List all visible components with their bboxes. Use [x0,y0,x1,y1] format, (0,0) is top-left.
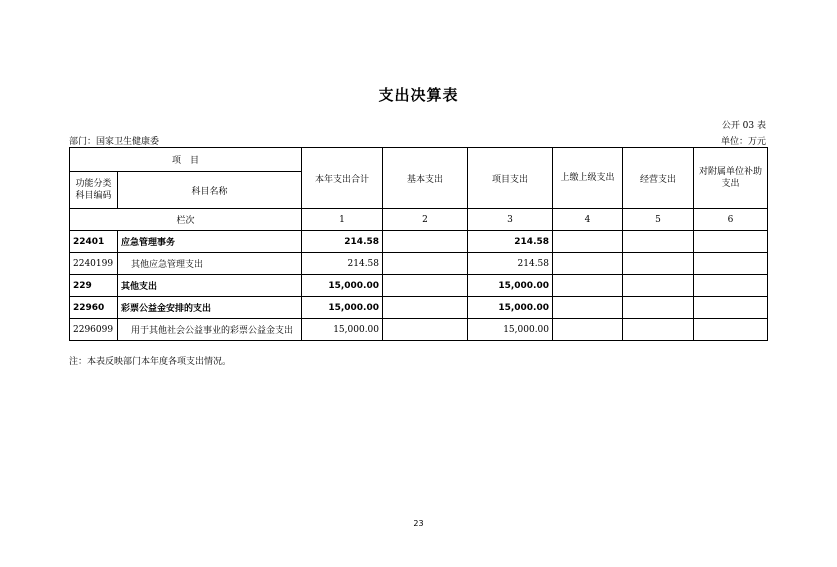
total-cell: 214.58 [302,253,383,275]
row-index-label: 栏次 [70,209,302,231]
table-row [70,231,768,253]
project-cell: 15,000.00 [468,275,553,297]
table-row [70,253,768,275]
business-cell [623,319,694,341]
upper-cell [553,275,623,297]
business-cell [623,275,694,297]
func-code-cell: 2240199 [70,253,118,275]
subsidy-cell [694,231,768,253]
table-row [70,319,768,341]
upper-cell [553,319,623,341]
idx-cell: 2 [383,209,468,231]
expenditure-table [69,147,768,341]
subject-name-cell: 其他应急管理支出 [118,253,302,275]
total-cell: 15,000.00 [302,275,383,297]
table-row [70,275,768,297]
idx-cell: 6 [694,209,768,231]
header-total: 本年支出合计 [302,148,383,209]
header-item: 项 目 [70,148,302,172]
total-cell: 214.58 [302,231,383,253]
header-upper: 上缴上级支出 [553,148,623,209]
business-cell [623,231,694,253]
unit-label: 单位：万元 [720,137,766,147]
project-cell: 15,000.00 [468,319,553,341]
business-cell [623,253,694,275]
header-subject-name: 科目名称 [118,172,302,209]
upper-cell [553,231,623,253]
subject-name-cell: 其他支出 [118,275,302,297]
subsidy-cell [694,275,768,297]
header-subsidy: 对附属单位补助支出 [694,148,768,209]
project-cell: 214.58 [468,231,553,253]
form-number: 公开 03 表 [721,121,766,131]
subsidy-cell [694,253,768,275]
basic-cell [383,297,468,319]
table-note: 注：本表反映部门本年度各项支出情况。 [69,357,232,367]
table-row [70,297,768,319]
project-cell: 15,000.00 [468,297,553,319]
page-number: 23 [413,519,424,528]
upper-cell [553,297,623,319]
total-cell: 15,000.00 [302,319,383,341]
subsidy-cell [694,319,768,341]
subject-name-cell: 应急管理事务 [118,231,302,253]
page-title: 支出决算表 [378,86,459,104]
func-code-cell: 22960 [70,297,118,319]
header-func-code: 功能分类科目编码 [70,172,118,209]
idx-cell: 4 [553,209,623,231]
project-cell: 214.58 [468,253,553,275]
header-business: 经营支出 [623,148,694,209]
idx-cell: 1 [302,209,383,231]
subsidy-cell [694,297,768,319]
subject-name-cell: 彩票公益金安排的支出 [118,297,302,319]
func-code-cell: 229 [70,275,118,297]
total-cell: 15,000.00 [302,297,383,319]
basic-cell [383,231,468,253]
header-basic: 基本支出 [383,148,468,209]
func-code-cell: 2296099 [70,319,118,341]
subject-name-cell: 用于其他社会公益事业的彩票公益金支出 [118,319,302,341]
header-project: 项目支出 [468,148,553,209]
basic-cell [383,275,468,297]
basic-cell [383,253,468,275]
business-cell [623,297,694,319]
department-label: 部门：国家卫生健康委 [69,137,160,147]
func-code-cell: 22401 [70,231,118,253]
idx-cell: 5 [623,209,694,231]
upper-cell [553,253,623,275]
basic-cell [383,319,468,341]
idx-cell: 3 [468,209,553,231]
